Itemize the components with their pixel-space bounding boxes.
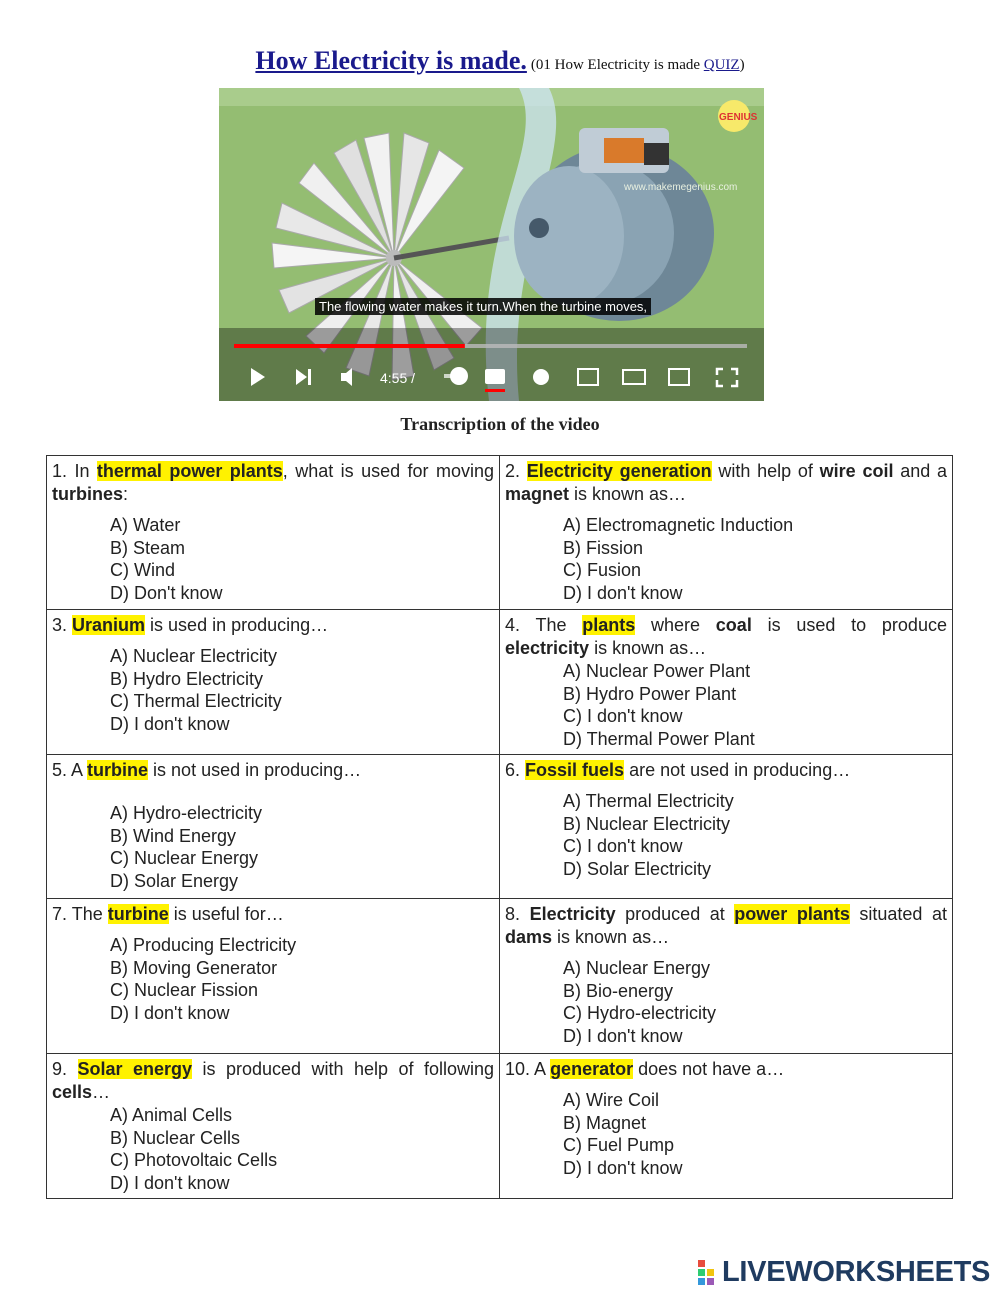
video-player[interactable] xyxy=(219,88,764,401)
option[interactable]: A) Electromagnetic Induction xyxy=(563,515,794,535)
captions-icon xyxy=(485,369,505,384)
question-text: 2. Electricity generation with help of wire coil and a magnet is known as… xyxy=(505,461,948,504)
options-list xyxy=(110,934,494,1024)
option[interactable]: C) I don't know xyxy=(563,836,683,856)
option[interactable]: A) Animal Cells xyxy=(110,1105,233,1125)
question-text: 4. The plants where coal is used to produce electricity is known as… xyxy=(505,615,947,658)
options-list xyxy=(563,957,947,1047)
liveworksheets-brand: LIVEWORKSHEETS xyxy=(722,1256,991,1288)
video-time: 4:55 / xyxy=(380,370,416,386)
video-frame xyxy=(219,88,764,401)
subtitle-prefix: (01 How Electricity is made xyxy=(530,57,704,73)
question-cell xyxy=(500,899,953,1054)
question-cell xyxy=(500,456,953,610)
table-row xyxy=(47,456,953,610)
question-cell xyxy=(500,755,953,899)
option[interactable]: D) I don't know xyxy=(110,713,230,734)
question-text: 8. Electricity produced at power plants situated at dams is known as… xyxy=(505,904,947,947)
liveworksheets-icon xyxy=(698,1260,722,1286)
options-list xyxy=(110,514,494,604)
captions-active-indicator xyxy=(485,389,505,392)
option[interactable]: B) Moving Generator xyxy=(110,957,278,978)
volume-slider-knob xyxy=(450,367,468,385)
quiz-table xyxy=(46,455,953,1199)
option[interactable]: C) Fusion xyxy=(563,560,642,580)
question-cell xyxy=(500,610,953,755)
option[interactable]: A) Water xyxy=(110,515,181,535)
question-text: 10. A generator does not have a… xyxy=(505,1059,785,1079)
question-cell xyxy=(47,899,500,1054)
question-cell xyxy=(500,1054,953,1199)
option[interactable]: A) Producing Electricity xyxy=(110,935,297,955)
transcription-label: Transcription of the video xyxy=(400,414,600,434)
option[interactable]: A) Wire Coil xyxy=(563,1090,660,1110)
settings-icon xyxy=(533,369,549,385)
question-text: 9. Solar energy is produced with help of following cells… xyxy=(52,1059,495,1102)
option[interactable]: C) I don't know xyxy=(563,706,683,726)
option[interactable]: B) Hydro Power Plant xyxy=(563,683,737,704)
option[interactable]: C) Fuel Pump xyxy=(563,1135,675,1155)
option[interactable]: B) Nuclear Electricity xyxy=(563,813,731,834)
option[interactable]: A) Thermal Electricity xyxy=(563,791,734,811)
option[interactable]: D) I don't know xyxy=(563,582,683,603)
option[interactable]: B) Fission xyxy=(563,537,644,558)
question-text: 5. A turbine is not used in producing… xyxy=(52,760,362,780)
next-icon-bar xyxy=(308,369,311,385)
option[interactable]: D) Don't know xyxy=(110,582,223,603)
question-cell xyxy=(47,755,500,899)
option[interactable]: C) Nuclear Fission xyxy=(110,980,259,1000)
question-cell xyxy=(47,456,500,610)
option[interactable]: B) Magnet xyxy=(563,1112,647,1133)
option[interactable]: D) Thermal Power Plant xyxy=(563,728,755,749)
svg-text:GENIUS: GENIUS xyxy=(719,112,758,123)
option[interactable]: C) Thermal Electricity xyxy=(110,691,282,711)
table-row xyxy=(47,755,953,899)
option[interactable]: C) Photovoltaic Cells xyxy=(110,1150,278,1170)
video-caption: The flowing water makes it turn.When the turbine moves, xyxy=(315,298,651,315)
table-row xyxy=(47,1054,953,1199)
page-subtitle xyxy=(531,57,745,73)
subtitle-suffix: ) xyxy=(739,57,745,73)
page-title[interactable]: How Electricity is made. xyxy=(255,46,527,75)
question-cell xyxy=(47,1054,500,1199)
option[interactable]: B) Wind Energy xyxy=(110,825,237,846)
option[interactable]: A) Nuclear Power Plant xyxy=(563,661,751,681)
question-cell xyxy=(47,610,500,755)
options-list xyxy=(110,645,494,735)
option[interactable]: D) I don't know xyxy=(110,1172,230,1193)
page-title-line xyxy=(0,46,1000,76)
question-text: 6. Fossil fuels are not used in producing… xyxy=(505,760,851,780)
option[interactable]: B) Nuclear Cells xyxy=(110,1127,241,1148)
option[interactable]: D) Solar Electricity xyxy=(563,858,712,879)
option[interactable]: A) Hydro-electricity xyxy=(110,803,263,823)
option[interactable]: A) Nuclear Energy xyxy=(563,958,711,978)
question-text: 7. The turbine is useful for… xyxy=(52,904,284,924)
option[interactable]: B) Hydro Electricity xyxy=(110,668,264,689)
options-list xyxy=(563,514,947,604)
options-list xyxy=(110,1104,494,1194)
options-list xyxy=(563,790,947,880)
options-list xyxy=(110,802,494,892)
table-row xyxy=(47,899,953,1054)
option[interactable]: C) Wind xyxy=(110,560,176,580)
option[interactable]: D) Solar Energy xyxy=(110,870,239,891)
options-list xyxy=(563,1089,947,1179)
option[interactable]: B) Bio-energy xyxy=(563,980,674,1001)
video-watermark: www.makemegenius.com xyxy=(624,182,738,193)
liveworksheets-logo[interactable] xyxy=(698,1256,990,1289)
question-text: 3. Uranium is used in producing… xyxy=(52,615,329,635)
option[interactable]: D) I don't know xyxy=(110,1002,230,1023)
quiz-link[interactable]: QUIZ xyxy=(703,57,740,73)
option[interactable]: B) Steam xyxy=(110,537,186,558)
option[interactable]: C) Nuclear Energy xyxy=(110,848,259,868)
progress-fill xyxy=(234,344,465,348)
question-text: 1. In thermal power plants, what is used for moving turbines: xyxy=(52,461,494,504)
option[interactable]: C) Hydro-electricity xyxy=(563,1003,717,1023)
options-list xyxy=(563,660,947,750)
option[interactable]: D) I don't know xyxy=(563,1025,683,1046)
table-row xyxy=(47,610,953,755)
option[interactable]: D) I don't know xyxy=(563,1157,683,1178)
option[interactable]: A) Nuclear Electricity xyxy=(110,646,278,666)
